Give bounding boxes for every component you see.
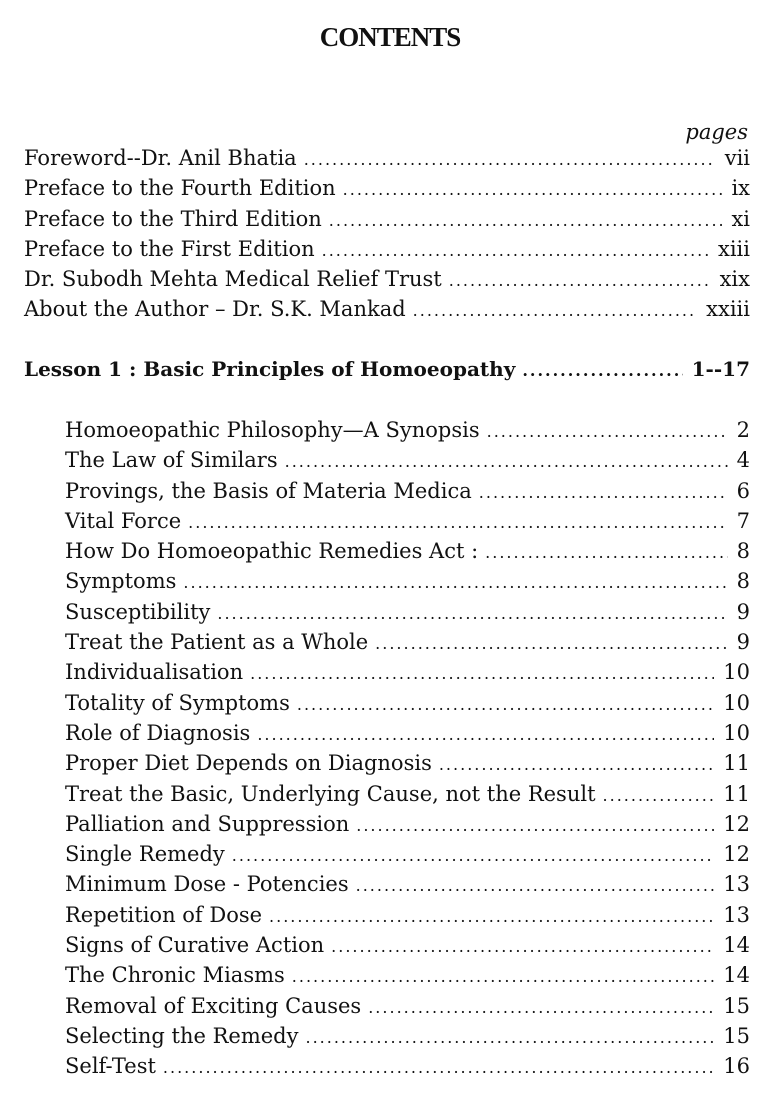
section-entry [65, 842, 750, 872]
entry-title: Signs of Curative Action [65, 933, 325, 958]
entry-page-number: 11 [723, 781, 750, 806]
dot-leader [343, 180, 723, 199]
entry-page-number: 12 [723, 811, 750, 836]
dot-leader [522, 361, 682, 380]
entry-title: Totality of Symptoms [65, 690, 290, 715]
entry-page-number: ix [731, 176, 750, 201]
entry-page-number: 16 [723, 1054, 750, 1079]
entry-title: Treat the Basic, Underlying Cause, not the Result [65, 781, 596, 806]
dot-leader [603, 786, 715, 805]
entry-title: Palliation and Suppression [65, 811, 350, 836]
dot-leader [479, 483, 728, 502]
section-entry [65, 721, 750, 751]
dot-leader [183, 573, 727, 592]
entry-page-number: xxiii [706, 297, 750, 322]
section-entry [65, 448, 750, 478]
entry-title: Preface to the First Edition [24, 236, 315, 261]
entry-page-number: 4 [736, 448, 750, 473]
entry-page-number: 10 [723, 660, 750, 685]
entry-title: Individualisation [65, 660, 244, 685]
entry-page-number: 15 [723, 993, 750, 1018]
dot-leader [297, 695, 714, 714]
toc-entry-lesson-1 [24, 357, 750, 387]
front-matter-entry [24, 297, 750, 327]
entry-title: About the Author – Dr. S.K. Mankad [24, 297, 406, 322]
dot-leader [257, 725, 714, 744]
entry-title: Repetition of Dose [65, 902, 263, 927]
entry-title: The Chronic Miasms [65, 963, 285, 988]
dot-leader [304, 150, 716, 169]
front-matter-entry [24, 207, 750, 237]
entry-title: Susceptibility [65, 599, 211, 624]
section-entry [65, 569, 750, 599]
entry-title: The Law of Similars [65, 448, 278, 473]
entry-title: Preface to the Fourth Edition [24, 176, 336, 201]
front-matter-entry [24, 267, 750, 297]
section-entry [65, 812, 750, 842]
section-entry [65, 509, 750, 539]
entry-page-number: xiii [718, 236, 750, 261]
front-matter-entry [24, 176, 750, 206]
entry-title: Preface to the Third Edition [24, 206, 322, 231]
entry-page-number: 10 [723, 720, 750, 745]
entry-page-number: 2 [736, 418, 750, 442]
dot-leader [356, 876, 715, 895]
section-entry [65, 903, 750, 933]
entry-page-number: 7 [736, 508, 750, 533]
dot-leader [329, 211, 723, 230]
entry-page-number: 15 [723, 1023, 750, 1048]
section-entry [65, 994, 750, 1024]
section-entry [65, 872, 750, 902]
entry-title: Removal of Exciting Causes [65, 993, 362, 1018]
front-matter-list [24, 146, 750, 328]
dot-leader [305, 1028, 714, 1047]
dot-leader [188, 513, 727, 532]
entry-page-number: 6 [736, 478, 750, 503]
dot-leader [292, 967, 714, 986]
entry-page-number: 11 [723, 751, 750, 776]
front-matter-entry [24, 146, 750, 176]
entry-page-number: 8 [736, 569, 750, 594]
section-entry [65, 630, 750, 660]
section-entry [65, 691, 750, 721]
section-entry [65, 418, 750, 448]
entry-title: Minimum Dose - Potencies [65, 872, 349, 897]
entry-title: Foreword--Dr. Anil Bhatia [24, 146, 297, 170]
page-title: CONTENTS [319, 22, 461, 52]
dot-leader [163, 1058, 714, 1077]
entry-title: Role of Diagnosis [65, 720, 251, 745]
entry-title: Proper Diet Depends on Diagnosis [65, 751, 432, 776]
dot-leader [413, 301, 698, 320]
dot-leader [217, 604, 727, 623]
entry-page-number: 9 [736, 599, 750, 624]
section-entry [65, 539, 750, 569]
dot-leader [322, 241, 709, 260]
section-entry [65, 479, 750, 509]
dot-leader [449, 271, 711, 290]
pages-column-label: pages [685, 120, 748, 144]
front-matter-entry [24, 237, 750, 267]
entry-page-number: xi [731, 206, 750, 231]
entry-title: Selecting the Remedy [65, 1023, 299, 1048]
section-list [65, 418, 750, 1085]
section-entry [65, 1054, 750, 1084]
entry-page-number: 13 [723, 872, 750, 897]
dot-leader [232, 846, 714, 865]
entry-title: Vital Force [65, 508, 182, 533]
entry-page-number: 8 [736, 539, 750, 564]
entry-page-number: 13 [723, 902, 750, 927]
entry-title: Single Remedy [65, 842, 225, 867]
section-entry [65, 751, 750, 781]
entry-title: Treat the Patient as a Whole [65, 630, 369, 655]
entry-title: Symptoms [65, 569, 177, 594]
section-entry [65, 933, 750, 963]
lesson-heading [24, 357, 750, 387]
dot-leader [485, 543, 727, 562]
section-entry [65, 1024, 750, 1054]
entry-page-number: 9 [736, 630, 750, 655]
entry-title: Self-Test [65, 1054, 156, 1079]
dot-leader [356, 816, 714, 835]
dot-leader [269, 907, 714, 926]
dot-leader [331, 937, 714, 956]
section-entry [65, 782, 750, 812]
entry-page-number: 12 [723, 842, 750, 867]
entry-title: Homoeopathic Philosophy—A Synopsis [65, 418, 480, 442]
lesson-title: Lesson 1 : Basic Principles of Homoeopathy [24, 357, 516, 381]
entry-page-number: xix [719, 267, 750, 292]
dot-leader [250, 664, 714, 683]
lesson-page-range: 1--17 [691, 357, 750, 381]
section-entry [65, 660, 750, 690]
section-entry [65, 963, 750, 993]
entry-page-number: 14 [723, 963, 750, 988]
dot-leader [368, 998, 714, 1017]
entry-page-number: 14 [723, 933, 750, 958]
entry-page-number: 10 [723, 690, 750, 715]
dot-leader [285, 452, 728, 471]
dot-leader [439, 755, 714, 774]
dot-leader [487, 422, 728, 441]
entry-title: Dr. Subodh Mehta Medical Relief Trust [24, 267, 442, 292]
entry-title: Provings, the Basis of Materia Medica [65, 478, 472, 503]
section-entry [65, 600, 750, 630]
dot-leader [375, 634, 727, 653]
entry-page-number: vii [724, 146, 750, 170]
entry-title: How Do Homoeopathic Remedies Act : [65, 539, 479, 564]
